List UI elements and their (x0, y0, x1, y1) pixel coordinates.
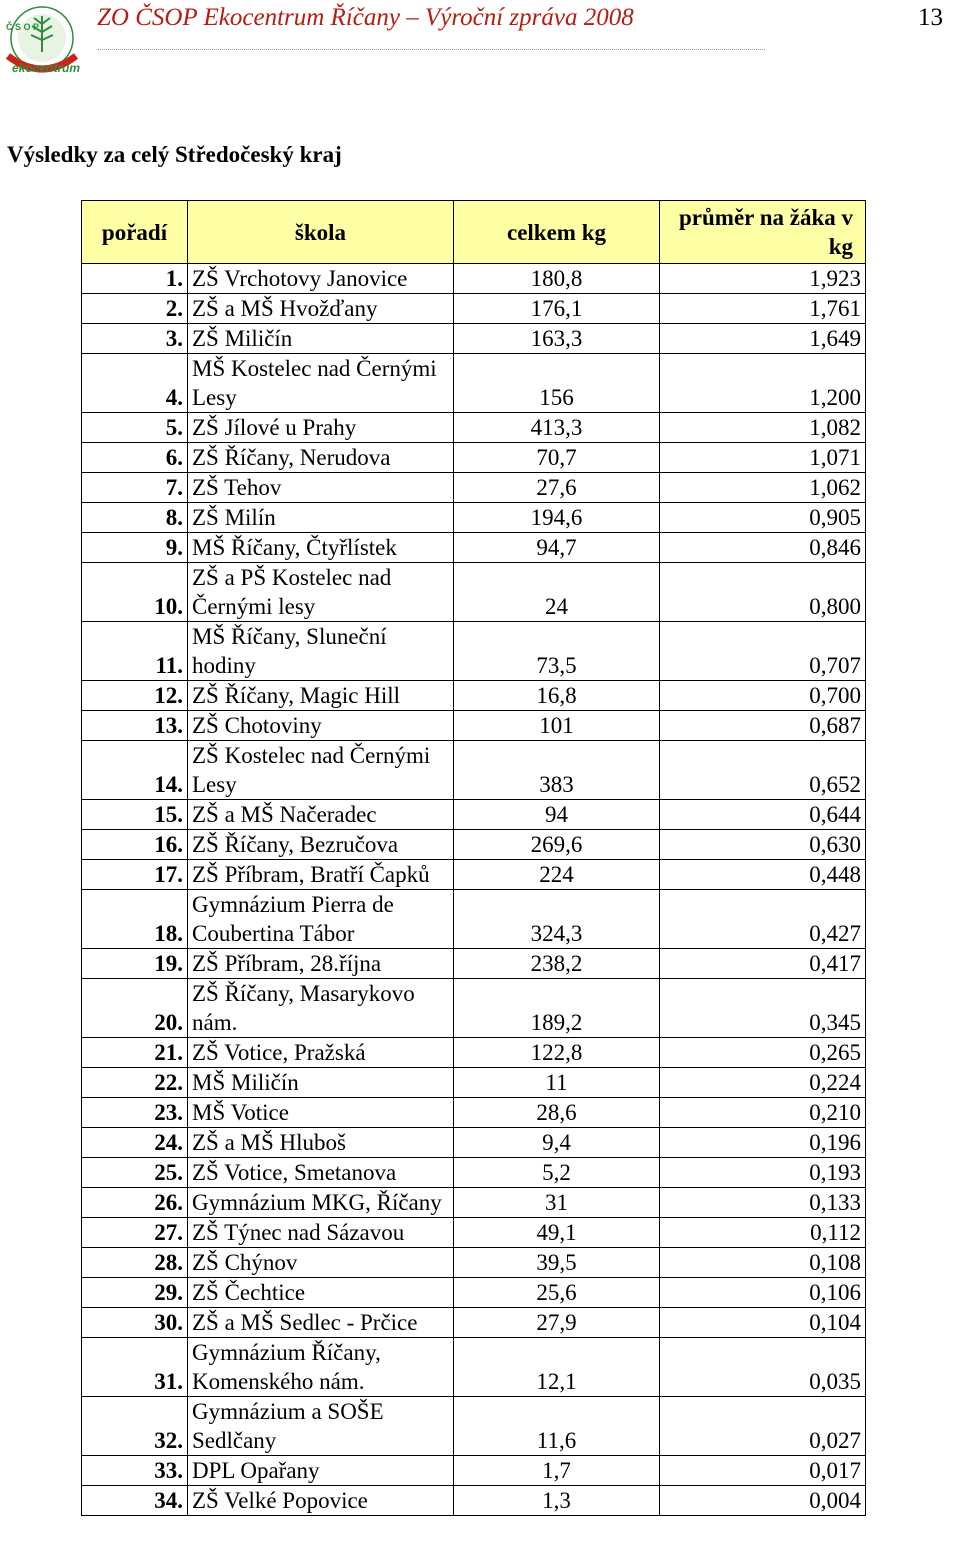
rank-cell: 7. (82, 473, 188, 503)
average-per-pupil-cell: 0,224 (660, 1068, 866, 1098)
school-cell: ZŠ Příbram, 28.října (188, 949, 454, 979)
total-kg-cell: 28,6 (454, 1098, 660, 1128)
table-row (82, 1248, 866, 1278)
total-kg-cell: 383 (454, 741, 660, 800)
table-row (82, 324, 866, 354)
school-cell: Gymnázium a SOŠE Sedlčany (188, 1397, 454, 1456)
table-row (82, 354, 866, 413)
column-header-total: celkem kg (454, 201, 660, 264)
total-kg-cell: 176,1 (454, 294, 660, 324)
average-per-pupil-cell: 0,687 (660, 711, 866, 741)
table-row (82, 949, 866, 979)
table-row (82, 533, 866, 563)
rank-cell: 8. (82, 503, 188, 533)
total-kg-cell: 27,6 (454, 473, 660, 503)
average-per-pupil-cell: 0,017 (660, 1456, 866, 1486)
total-kg-cell: 25,6 (454, 1278, 660, 1308)
school-cell: ZŠ Kostelec nad Černými Lesy (188, 741, 454, 800)
school-cell: ZŠ Chotoviny (188, 711, 454, 741)
school-cell: Gymnázium Pierra de Coubertina Tábor (188, 890, 454, 949)
table-body (82, 264, 866, 1516)
rank-cell: 32. (82, 1397, 188, 1456)
school-cell: ZŠ a MŠ Hluboš (188, 1128, 454, 1158)
school-cell: ZŠ Jílové u Prahy (188, 413, 454, 443)
column-header-rank: pořadí (82, 201, 188, 264)
rank-cell: 22. (82, 1068, 188, 1098)
school-cell: ZŠ Vrchotovy Janovice (188, 264, 454, 294)
average-per-pupil-cell: 0,112 (660, 1218, 866, 1248)
total-kg-cell: 12,1 (454, 1338, 660, 1397)
school-cell: MŠ Říčany, Čtyřlístek (188, 533, 454, 563)
rank-cell: 30. (82, 1308, 188, 1338)
table-row (82, 294, 866, 324)
total-kg-cell: 324,3 (454, 890, 660, 949)
rank-cell: 18. (82, 890, 188, 949)
total-kg-cell: 94,7 (454, 533, 660, 563)
table-row (82, 1098, 866, 1128)
average-per-pupil-cell: 1,923 (660, 264, 866, 294)
rank-cell: 15. (82, 800, 188, 830)
table-row (82, 563, 866, 622)
results-table (81, 200, 866, 1516)
average-per-pupil-cell: 0,108 (660, 1248, 866, 1278)
average-per-pupil-cell: 0,707 (660, 622, 866, 681)
total-kg-cell: 1,3 (454, 1486, 660, 1516)
total-kg-cell: 27,9 (454, 1308, 660, 1338)
table-row (82, 860, 866, 890)
average-per-pupil-cell: 0,644 (660, 800, 866, 830)
school-cell: ZŠ Říčany, Magic Hill (188, 681, 454, 711)
total-kg-cell: 94 (454, 800, 660, 830)
school-cell: ZŠ Říčany, Nerudova (188, 443, 454, 473)
average-per-pupil-cell: 1,761 (660, 294, 866, 324)
total-kg-cell: 156 (454, 354, 660, 413)
rank-cell: 26. (82, 1188, 188, 1218)
total-kg-cell: 11,6 (454, 1397, 660, 1456)
svg-text:ekocentrum: ekocentrum (12, 61, 81, 75)
average-per-pupil-cell: 0,345 (660, 979, 866, 1038)
table-row (82, 622, 866, 681)
average-per-pupil-cell: 0,106 (660, 1278, 866, 1308)
school-cell: Gymnázium MKG, Říčany (188, 1188, 454, 1218)
table-row (82, 830, 866, 860)
table-row (82, 1158, 866, 1188)
rank-cell: 1. (82, 264, 188, 294)
rank-cell: 2. (82, 294, 188, 324)
school-cell: ZŠ a MŠ Sedlec - Prčice (188, 1308, 454, 1338)
total-kg-cell: 194,6 (454, 503, 660, 533)
total-kg-cell: 101 (454, 711, 660, 741)
school-cell: DPL Opařany (188, 1456, 454, 1486)
average-per-pupil-cell: 0,427 (660, 890, 866, 949)
average-per-pupil-cell: 0,846 (660, 533, 866, 563)
rank-cell: 25. (82, 1158, 188, 1188)
school-cell: MŠ Votice (188, 1098, 454, 1128)
average-per-pupil-cell: 0,027 (660, 1397, 866, 1456)
total-kg-cell: 122,8 (454, 1038, 660, 1068)
table-row (82, 1486, 866, 1516)
rank-cell: 33. (82, 1456, 188, 1486)
rank-cell: 24. (82, 1128, 188, 1158)
total-kg-cell: 1,7 (454, 1456, 660, 1486)
school-cell: ZŠ Miličín (188, 324, 454, 354)
rank-cell: 6. (82, 443, 188, 473)
table-row (82, 1278, 866, 1308)
table-row (82, 1068, 866, 1098)
school-cell: ZŠ Chýnov (188, 1248, 454, 1278)
school-cell: ZŠ Velké Popovice (188, 1486, 454, 1516)
table-row (82, 1308, 866, 1338)
school-cell: ZŠ Příbram, Bratří Čapků (188, 860, 454, 890)
table-row (82, 1038, 866, 1068)
total-kg-cell: 5,2 (454, 1158, 660, 1188)
table-row (82, 711, 866, 741)
rank-cell: 34. (82, 1486, 188, 1516)
school-cell: Gymnázium Říčany, Komenského nám. (188, 1338, 454, 1397)
rank-cell: 28. (82, 1248, 188, 1278)
average-per-pupil-cell: 1,200 (660, 354, 866, 413)
total-kg-cell: 70,7 (454, 443, 660, 473)
svg-text:Č S O P: Č S O P (6, 22, 40, 32)
table-row (82, 979, 866, 1038)
rank-cell: 16. (82, 830, 188, 860)
average-per-pupil-cell: 0,004 (660, 1486, 866, 1516)
rank-cell: 20. (82, 979, 188, 1038)
column-header-school: škola (188, 201, 454, 264)
school-cell: ZŠ Říčany, Bezručova (188, 830, 454, 860)
rank-cell: 13. (82, 711, 188, 741)
total-kg-cell: 189,2 (454, 979, 660, 1038)
table-row (82, 264, 866, 294)
section-title: Výsledky za celý Středočeský kraj (7, 142, 342, 167)
total-kg-cell: 238,2 (454, 949, 660, 979)
average-per-pupil-cell: 0,800 (660, 563, 866, 622)
rank-cell: 5. (82, 413, 188, 443)
table-row (82, 1218, 866, 1248)
school-cell: MŠ Miličín (188, 1068, 454, 1098)
rank-cell: 27. (82, 1218, 188, 1248)
average-per-pupil-cell: 1,649 (660, 324, 866, 354)
table-row (82, 681, 866, 711)
rank-cell: 4. (82, 354, 188, 413)
average-per-pupil-cell: 0,417 (660, 949, 866, 979)
table-row (82, 473, 866, 503)
rank-cell: 11. (82, 622, 188, 681)
table-header-row (82, 201, 866, 264)
rank-cell: 10. (82, 563, 188, 622)
total-kg-cell: 31 (454, 1188, 660, 1218)
total-kg-cell: 11 (454, 1068, 660, 1098)
school-cell: MŠ Říčany, Sluneční hodiny (188, 622, 454, 681)
average-per-pupil-cell: 0,905 (660, 503, 866, 533)
school-cell: ZŠ Milín (188, 503, 454, 533)
average-per-pupil-cell: 1,082 (660, 413, 866, 443)
school-cell: ZŠ a MŠ Načeradec (188, 800, 454, 830)
average-per-pupil-cell: 0,630 (660, 830, 866, 860)
school-cell: ZŠ Týnec nad Sázavou (188, 1218, 454, 1248)
table-row (82, 443, 866, 473)
total-kg-cell: 413,3 (454, 413, 660, 443)
rank-cell: 3. (82, 324, 188, 354)
rank-cell: 9. (82, 533, 188, 563)
school-cell: ZŠ Říčany, Masarykovo nám. (188, 979, 454, 1038)
column-header-average: průměr na žáka v kg (660, 201, 866, 264)
rank-cell: 31. (82, 1338, 188, 1397)
total-kg-cell: 163,3 (454, 324, 660, 354)
average-per-pupil-cell: 0,210 (660, 1098, 866, 1128)
average-per-pupil-cell: 0,265 (660, 1038, 866, 1068)
table-row (82, 741, 866, 800)
total-kg-cell: 24 (454, 563, 660, 622)
school-cell: MŠ Kostelec nad Černými Lesy (188, 354, 454, 413)
total-kg-cell: 39,5 (454, 1248, 660, 1278)
header-divider (97, 49, 765, 50)
average-per-pupil-cell: 0,700 (660, 681, 866, 711)
table-row (82, 1188, 866, 1218)
average-per-pupil-cell: 0,196 (660, 1128, 866, 1158)
total-kg-cell: 73,5 (454, 622, 660, 681)
table-row (82, 413, 866, 443)
school-cell: ZŠ a MŠ Hvožďany (188, 294, 454, 324)
average-per-pupil-cell: 0,133 (660, 1188, 866, 1218)
average-per-pupil-cell: 0,104 (660, 1308, 866, 1338)
average-per-pupil-cell: 0,448 (660, 860, 866, 890)
table-row (82, 1397, 866, 1456)
average-per-pupil-cell: 0,035 (660, 1338, 866, 1397)
table-row (82, 1456, 866, 1486)
total-kg-cell: 224 (454, 860, 660, 890)
school-cell: ZŠ a PŠ Kostelec nad Černými lesy (188, 563, 454, 622)
school-cell: ZŠ Čechtice (188, 1278, 454, 1308)
school-cell: ZŠ Tehov (188, 473, 454, 503)
table-row (82, 890, 866, 949)
rank-cell: 23. (82, 1098, 188, 1128)
table-row (82, 503, 866, 533)
table-row (82, 800, 866, 830)
table-row (82, 1338, 866, 1397)
rank-cell: 17. (82, 860, 188, 890)
total-kg-cell: 9,4 (454, 1128, 660, 1158)
average-per-pupil-cell: 0,193 (660, 1158, 866, 1188)
page-number: 13 (918, 4, 943, 31)
average-per-pupil-cell: 1,071 (660, 443, 866, 473)
average-per-pupil-cell: 1,062 (660, 473, 866, 503)
rank-cell: 14. (82, 741, 188, 800)
document-header-title: ZO ČSOP Ekocentrum Říčany – Výroční zpráva 2008 (97, 4, 634, 31)
ekocentrum-logo (2, 2, 82, 78)
total-kg-cell: 269,6 (454, 830, 660, 860)
total-kg-cell: 180,8 (454, 264, 660, 294)
average-per-pupil-cell: 0,652 (660, 741, 866, 800)
table-row (82, 1128, 866, 1158)
rank-cell: 21. (82, 1038, 188, 1068)
rank-cell: 12. (82, 681, 188, 711)
school-cell: ZŠ Votice, Pražská (188, 1038, 454, 1068)
total-kg-cell: 16,8 (454, 681, 660, 711)
rank-cell: 29. (82, 1278, 188, 1308)
rank-cell: 19. (82, 949, 188, 979)
total-kg-cell: 49,1 (454, 1218, 660, 1248)
school-cell: ZŠ Votice, Smetanova (188, 1158, 454, 1188)
